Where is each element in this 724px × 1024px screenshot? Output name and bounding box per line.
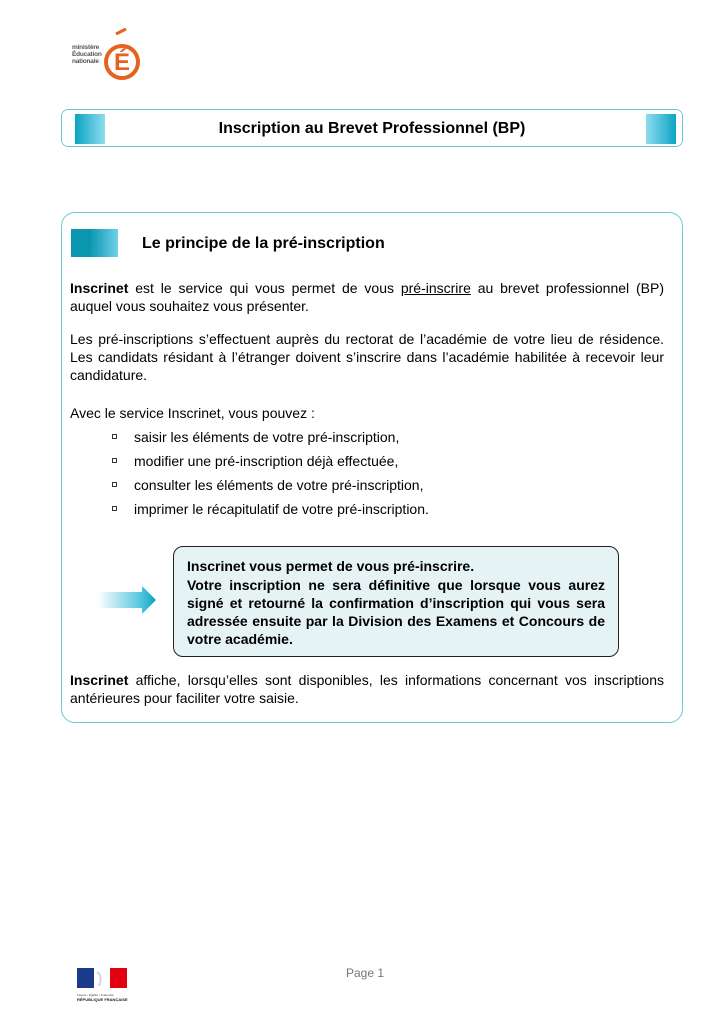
title-banner <box>61 109 683 147</box>
principle-section <box>61 212 683 723</box>
bullet-square-icon <box>112 482 117 487</box>
logo-e-icon <box>102 28 142 84</box>
section-decor-bar <box>71 229 118 257</box>
flag-caption: RÉPUBLIQUE FRANÇAISE <box>77 997 128 1002</box>
callout-body: Votre inscription ne sera définitive que lorsque vous aurez signé et retourné la confirmation d’inscription qui vous sera adressée ensuite par la Division des Examens et Concours de votre académie. <box>187 577 605 647</box>
arrow-right-icon <box>98 586 158 614</box>
svg-text:É: É <box>113 49 131 76</box>
important-callout <box>173 546 619 657</box>
bullet-square-icon <box>112 434 117 439</box>
text-span: affiche, lorsqu’elles sont disponibles, les informations concernant vos inscriptions antérieures pour faciliter votre saisie. <box>70 672 664 706</box>
list-item-text: consulter les éléments de votre pré-inscription, <box>134 477 424 493</box>
list-item <box>108 428 429 452</box>
logo-line: Éducation <box>72 51 102 58</box>
section-title: Le principe de la pré-inscription <box>142 235 385 252</box>
bullet-square-icon <box>112 506 117 511</box>
logo-line: ministère <box>72 44 100 51</box>
bullet-square-icon <box>112 458 117 463</box>
paragraph-service-list-intro: Avec le service Inscrinet, vous pouvez : <box>70 405 315 421</box>
flag-icon <box>77 968 127 988</box>
inscrinet-term: Inscrinet <box>70 280 129 296</box>
flag-caption: Liberté • Égalité • Fraternité <box>77 993 114 997</box>
service-list <box>108 428 429 524</box>
text-span: est le service qui vous permet de vous <box>128 280 401 296</box>
list-item-text: imprimer le récapitulatif de votre pré-inscription. <box>134 501 429 517</box>
paragraph-intro <box>70 279 664 315</box>
title-decor-right <box>646 114 676 144</box>
list-item-text: modifier une pré-inscription déjà effectuée, <box>134 453 399 469</box>
text-span: au brevet professionnel (BP) auquel vous souhaitez vous présenter. <box>70 280 664 314</box>
logo-line: nationale <box>72 58 99 65</box>
ministry-logo <box>72 28 142 88</box>
inscrinet-term: Inscrinet <box>70 672 129 688</box>
list-item <box>108 500 429 524</box>
paragraph-history <box>70 671 664 707</box>
pre-inscrire-term: pré-inscrire <box>400 280 471 296</box>
republique-francaise-logo <box>77 968 127 1002</box>
paragraph-rectorat: Les pré-inscriptions s’effectuent auprès du rectorat de l’académie de votre lieu de résidence. Les candidats résidant à l’étranger doivent s’inscrire dans l’académie habilitée à recevoir leur candidature. <box>70 331 664 383</box>
page-title: Inscription au Brevet Professionnel (BP) <box>218 120 526 137</box>
list-item <box>108 476 429 500</box>
page-number: Page 1 <box>346 966 385 980</box>
list-item <box>108 452 429 476</box>
list-item-text: saisir les éléments de votre pré-inscription, <box>134 429 400 445</box>
callout-headline: Inscrinet vous permet de vous pré-inscrire. <box>187 558 475 574</box>
